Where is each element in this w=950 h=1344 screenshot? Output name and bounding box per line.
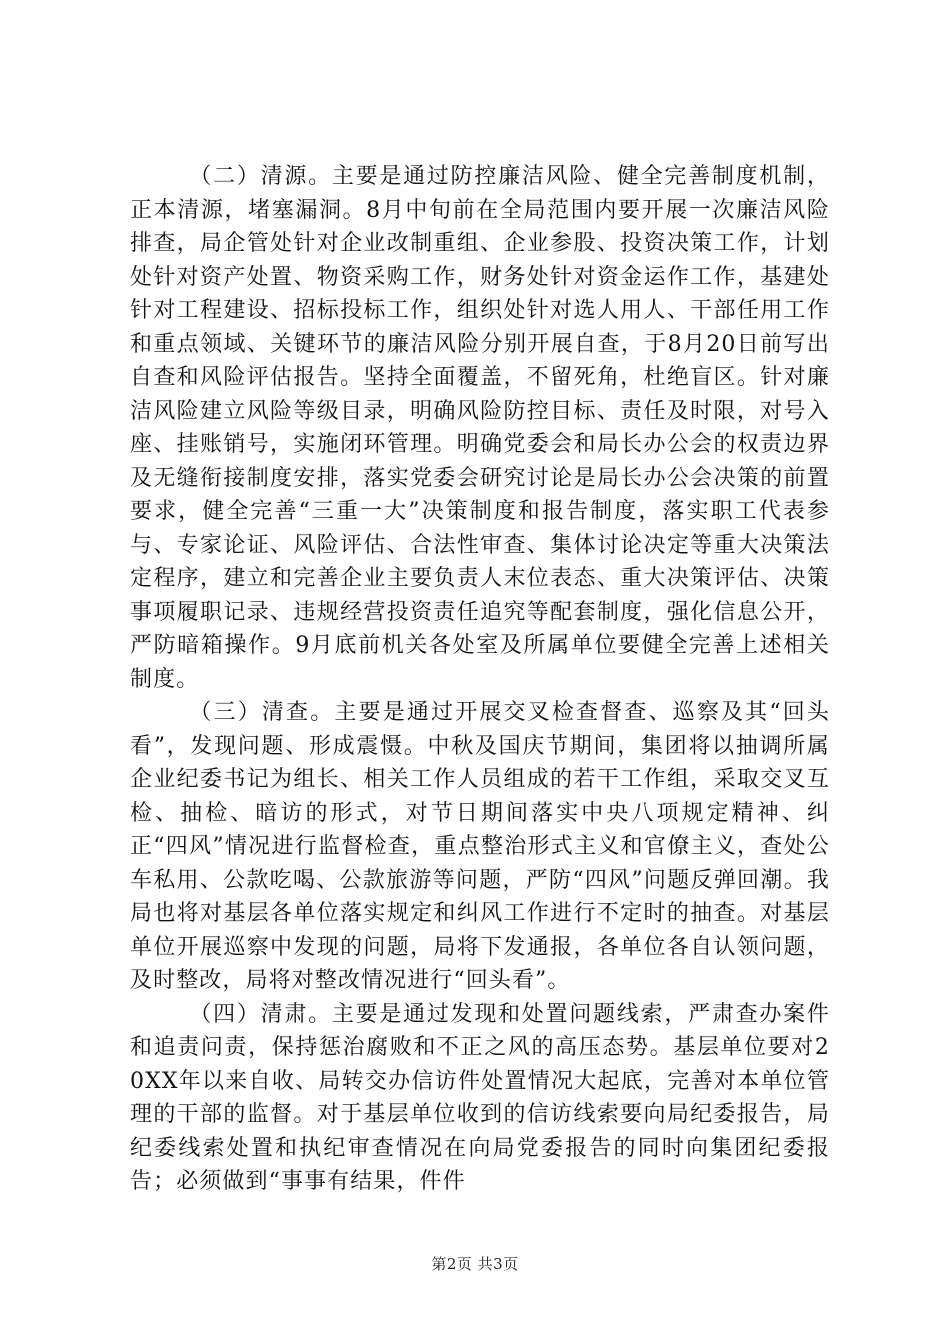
paragraph-qingcha: （三）清查。主要是通过开展交叉检查督查、巡察及其“回头看”，发现问题、形成震慑。中秋及国庆节期间，集团将以抽调所属企业纪委书记为组长、相关工作人员组成的若干工作组，采取交叉互检、抽检、暗访的形式，对节日期间落实中央八项规定精神、纠正“四风”情况进行监督检查，重点整治形式主义和官僚主义，查处公车私用、公款吃喝、公款旅游等问题，严防“四风”问题反弹回潮。我局也将对基层各单位落实规定和纠风工作进行不定时的抽查。对基层单位开展巡察中发现的问题，局将下发通报，各单位各自认领问题，及时整改，局将对整改情况进行“回头看”。 — [130, 700, 830, 993]
page-number-footer: 第2页 共3页 — [431, 1255, 519, 1273]
document-body — [130, 160, 830, 1199]
paragraph-qingsu: （四）清肃。主要是通过发现和处置问题线索，严肃查办案件和追责问责，保持惩治腐败和不正之风的高压态势。基层单位要对20XX年以来自收、局转交办信访件处置情况大起底，完善对本单位管理的干部的监督。对于基层单位收到的信访线索要向局纪委报告，局纪委线索处置和执纪审查情况在向局党委报告的同时向集团纪委报告；必须做到“事事有结果，件件 — [130, 1001, 830, 1194]
paragraph-qingyuan: （二）清源。主要是通过防控廉洁风险、健全完善制度机制，正本清源，堵塞漏洞。8月中旬前在全局范围内要开展一次廉洁风险排查，局企管处针对企业改制重组、企业参股、投资决策工作，计划处针对资产处置、物资采购工作，财务处针对资金运作工作，基建处针对工程建设、招标投标工作，组织处针对选人用人、干部任用工作和重点领域、关键环节的廉洁风险分别开展自查，于8月20日前写出自查和风险评估报告。坚持全面覆盖，不留死角，杜绝盲区。针对廉洁风险建立风险等级目录，明确风险防控目标、责任及时限，对号入座、挂账销号，实施闭环管理。明确党委会和局长办公会的权责边界及无缝衔接制度安排，落实党委会研究讨论是局长办公会决策的前置要求，健全完善“三重一大”决策制度和报告制度，落实职工代表参与、专家论证、风险评估、合法性审查、集体讨论决定等重大决策法定程序，建立和完善企业主要负责人末位表态、重大决策评估、决策事项履职记录、违规经营投资责任追究等配套制度，强化信息公开，严防暗箱操作。9月底前机关各处室及所属单位要健全完善上述相关制度。 — [130, 164, 830, 692]
